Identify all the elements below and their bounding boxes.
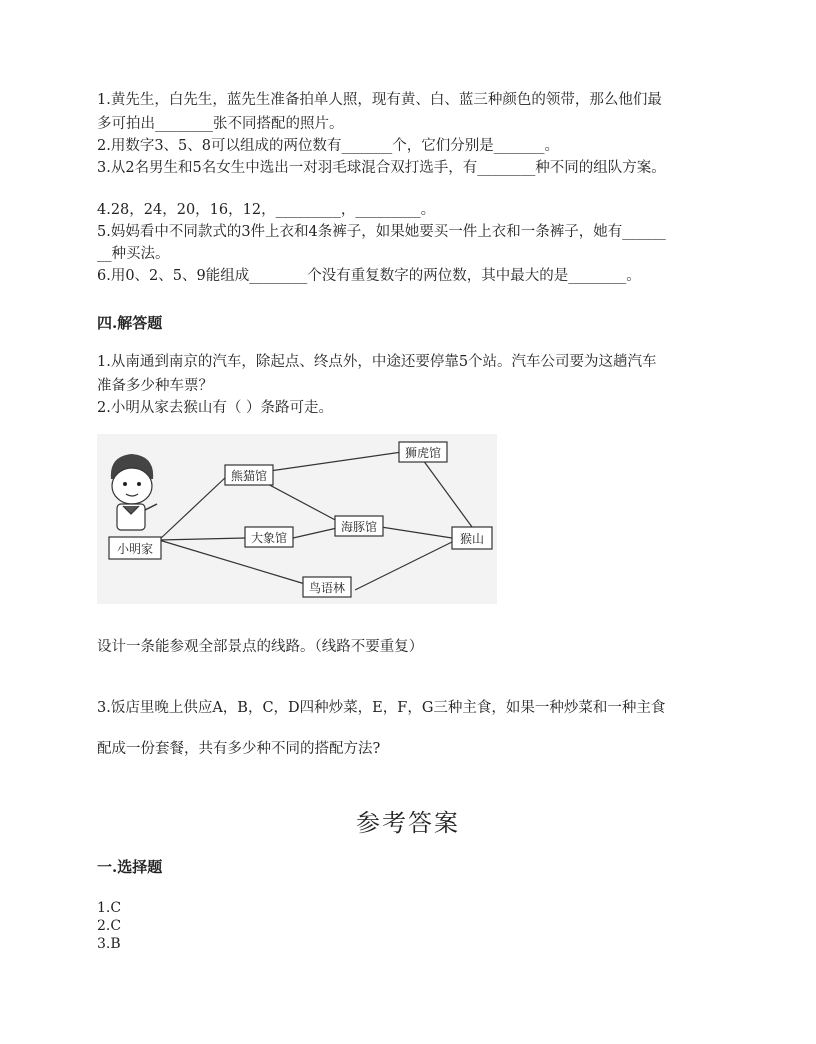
fill-question-5-line2: __种买法。 <box>97 246 170 262</box>
answers-section-heading: 一.选择题 <box>97 858 163 876</box>
dolphin-label: 海豚馆 <box>340 520 378 534</box>
bird-label: 鸟语林 <box>308 581 346 595</box>
map-node-lion-tiger <box>399 442 447 462</box>
fill-question-6: 6.用0、2、5、9能组成________个没有重复数字的两位数，其中最大的是________。 <box>97 268 641 284</box>
map-node-elephant <box>245 527 293 547</box>
home-label: 小明家 <box>116 542 154 556</box>
solve-question-2: 2.小明从家去猴山有（ ）条路可走。 <box>97 400 333 416</box>
solve-question-3-line1: 3.饭店里晚上供应A，B，C，D四种炒菜，E，F，G三种主食，如果一种炒菜和一种主食 <box>97 700 666 716</box>
panda-label: 熊猫馆 <box>230 469 268 483</box>
map-node-monkey <box>452 527 492 549</box>
fill-question-1-line2: 多可拍出________张不同搭配的照片。 <box>97 116 344 132</box>
elephant-label: 大象馆 <box>250 531 288 545</box>
answers-title: 参考答案 <box>356 809 460 837</box>
fill-question-2: 2.用数字3、5、8可以组成的两位数有_______个，它们分别是_______。 <box>97 138 560 154</box>
lion-tiger-label: 狮虎馆 <box>404 446 442 460</box>
fill-question-5-line1: 5.妈妈看中不同款式的3件上衣和4条裤子，如果她要买一件上衣和一条裤子，她有______ <box>97 224 666 240</box>
zoo-route-map <box>97 434 497 604</box>
answer-item: 2.C <box>97 918 122 934</box>
solve-question-1-line2: 准备多少种车票？ <box>97 378 213 394</box>
answer-item: 1.C <box>97 900 122 916</box>
monkey-label: 猴山 <box>459 532 485 546</box>
solve-question-1-line1: 1.从南通到南京的汽车，除起点、终点外，中途还要停靠5个站。汽车公司要为这趟汽车 <box>97 354 657 370</box>
fill-question-3: 3.从2名男生和5名女生中选出一对羽毛球混合双打选手，有________种不同的组队方案。 <box>97 160 666 176</box>
answer-item: 3.B <box>97 936 121 952</box>
map-node-home <box>109 537 161 559</box>
section-heading-solve: 四.解答题 <box>97 314 163 332</box>
map-node-panda <box>225 465 273 485</box>
map-node-dolphin <box>335 516 383 536</box>
solve-question-3-line2: 配成一份套餐，共有多少种不同的搭配方法? <box>97 741 381 757</box>
solve-question-2-sub: 设计一条能参观全部景点的线路。（线路不要重复） <box>97 639 424 655</box>
fill-question-4: 4.28，24，20，16，12，_________，_________。 <box>97 202 436 218</box>
map-node-bird <box>303 577 351 597</box>
fill-question-1-line1: 1.黄先生，白先生，蓝先生准备拍单人照，现有黄、白、蓝三种颜色的领带，那么他们最 <box>97 92 662 108</box>
